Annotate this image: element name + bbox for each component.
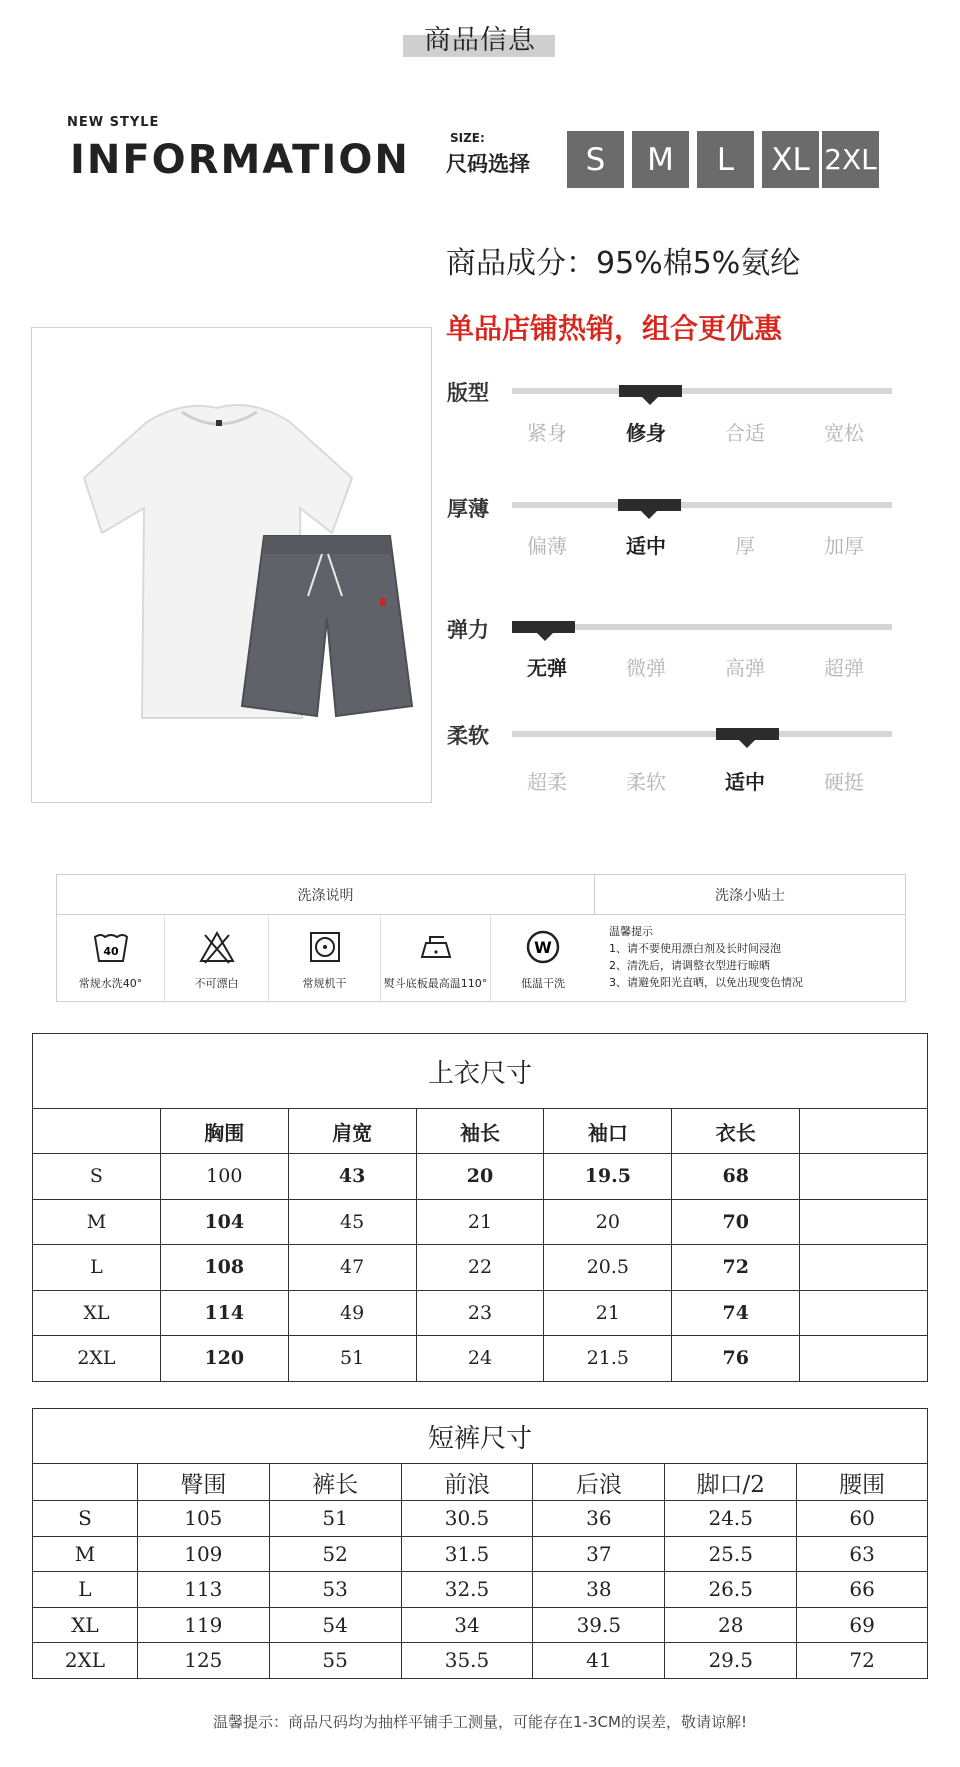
top-table-header-cell: 袖长 [416,1109,544,1154]
attr-opt-thickness-0: 偏薄 [527,534,567,558]
table-cell: 76 [672,1336,800,1382]
top-table-header-blank [800,1109,928,1154]
attr-marker-elasticity [512,621,575,633]
size-option-l[interactable]: L [697,131,754,188]
size-option-2xl[interactable]: 2XL [822,131,879,188]
table-cell: 55 [269,1643,401,1679]
new-style-label: NEW STYLE [67,115,160,130]
top-table-header-blank [33,1109,161,1154]
top-table-header [33,1109,928,1154]
table-cell: 74 [672,1290,800,1336]
table-cell: 43 [288,1154,416,1200]
table-cell: 2XL [33,1643,138,1679]
table-cell: 104 [160,1199,288,1245]
table-row [33,1536,928,1572]
wash-label-3: 熨斗底板最高温110° [383,977,488,990]
table-cell: 69 [797,1607,928,1643]
top-table-header-cell: 肩宽 [288,1109,416,1154]
iron-icon [416,927,456,967]
table-cell: 109 [137,1536,269,1572]
size-option-s[interactable]: S [567,131,624,188]
table-cell: 72 [797,1643,928,1679]
table-cell: 119 [137,1607,269,1643]
wash-tips [609,923,803,991]
table-row [33,1607,928,1643]
wash-label-4: 低温干洗 [521,977,565,990]
attr-opt-elasticity-1: 微弹 [626,656,666,680]
shorts-table-header [33,1464,928,1501]
table-cell: 36 [533,1501,665,1537]
attr-opt-fit-1: 修身 [626,421,666,445]
table-cell: 47 [288,1245,416,1291]
table-cell: 100 [160,1154,288,1200]
wash-label-0: 常规水洗40° [78,977,143,990]
table-cell: 54 [269,1607,401,1643]
attr-opt-fit-2: 合适 [725,421,765,445]
attr-notch-fit [642,397,658,405]
table-cell: 2XL [33,1336,161,1382]
table-cell: 32.5 [401,1572,533,1608]
top-table-header-cell: 衣长 [672,1109,800,1154]
table-cell: 41 [533,1643,665,1679]
page-title: 商品信息 [424,25,536,56]
table-cell: 45 [288,1199,416,1245]
attr-opt-elasticity-3: 超弹 [824,656,864,680]
table-cell: 66 [797,1572,928,1608]
table-cell: 31.5 [401,1536,533,1572]
table-cell: 29.5 [665,1643,797,1679]
shorts-table-header-cell: 裤长 [269,1464,401,1501]
attr-notch-softness [739,740,755,748]
shorts-table-header-cell: 腰围 [797,1464,928,1501]
attr-opt-fit-0: 紧身 [527,421,567,445]
information-heading: INFORMATION [70,137,410,183]
attr-bar-thickness [512,502,892,508]
top-table-header-cell: 胸围 [160,1109,288,1154]
table-row [33,1245,928,1291]
table-cell: 30.5 [401,1501,533,1537]
wash-title-right: 洗涤小贴士 [595,875,905,915]
table-cell: 21 [544,1290,672,1336]
table-cell: 51 [288,1336,416,1382]
shorts-table-header-cell: 脚口/2 [665,1464,797,1501]
table-cell: 38 [533,1572,665,1608]
table-cell: 125 [137,1643,269,1679]
attr-marker-fit [619,385,682,397]
table-cell: 24 [416,1336,544,1382]
table-cell: 60 [797,1501,928,1537]
tumble-dry-icon [305,927,345,967]
table-cell: S [33,1501,138,1537]
table-cell: 28 [665,1607,797,1643]
attr-marker-softness [716,728,779,740]
table-row [33,1290,928,1336]
table-cell: 68 [672,1154,800,1200]
table-cell: 20.5 [544,1245,672,1291]
shorts-size-table [32,1408,928,1679]
table-cell: XL [33,1607,138,1643]
size-label-en: SIZE: [450,131,485,145]
attr-opt-thickness-3: 加厚 [824,534,864,558]
svg-text:W: W [534,938,552,957]
table-cell: 108 [160,1245,288,1291]
promo-text: 单品店铺热销，组合更优惠 [446,312,783,345]
wash-tip-1: 2、清洗后，请调整衣型进行晾晒 [609,959,770,972]
table-row [33,1336,928,1382]
attr-opt-fit-3: 宽松 [824,421,864,445]
attr-label-thickness: 厚薄 [447,497,489,521]
table-cell: 63 [797,1536,928,1572]
size-option-m[interactable]: M [632,131,689,188]
table-row [33,1572,928,1608]
product-image [31,327,432,803]
table-cell: M [33,1199,161,1245]
shorts-table-header-cell: 前浪 [401,1464,533,1501]
shorts-table-title: 短裤尺寸 [33,1409,928,1464]
wash-item-iron [381,915,491,1003]
attr-opt-elasticity-2: 高弹 [725,656,765,680]
attr-marker-thickness [618,499,681,511]
footer-note: 温馨提示：商品尺码均为抽样平铺手工测量，可能存在1-3CM的误差，敬请谅解! [213,1713,747,1731]
top-size-table [32,1033,928,1382]
table-cell: 105 [137,1501,269,1537]
wash-temp: 40 [102,945,119,958]
size-label-cn: 尺码选择 [446,152,530,176]
table-cell: L [33,1245,161,1291]
table-cell-blank [800,1154,928,1200]
wash-item-tumble-dry [269,915,381,1003]
table-row [33,1643,928,1679]
table-cell: 39.5 [533,1607,665,1643]
table-cell: L [33,1572,138,1608]
table-cell: 23 [416,1290,544,1336]
shorts-table-header-cell: 后浪 [533,1464,665,1501]
table-cell: 24.5 [665,1501,797,1537]
table-cell-blank [800,1199,928,1245]
wash-item-no-bleach [165,915,269,1003]
shorts-table-header-cell: 臀围 [137,1464,269,1501]
composition-text: 商品成分：95%棉5%氨纶 [446,246,801,281]
table-cell: 20 [416,1154,544,1200]
table-cell: 26.5 [665,1572,797,1608]
table-cell: 120 [160,1336,288,1382]
table-cell-blank [800,1245,928,1291]
attr-bar-fit [512,388,892,394]
size-option-xl[interactable]: XL [762,131,819,188]
attr-opt-softness-2: 适中 [725,770,765,794]
wash-tip-0: 1、请不要使用漂白剂及长时间浸泡 [609,942,781,955]
table-cell-blank [800,1290,928,1336]
table-row [33,1199,928,1245]
attr-notch-thickness [641,511,657,519]
attr-label-softness: 柔软 [447,724,489,748]
attr-label-elasticity: 弹力 [447,618,489,642]
table-cell: 35.5 [401,1643,533,1679]
dry-clean-icon [523,927,563,967]
table-cell: 72 [672,1245,800,1291]
table-cell: M [33,1536,138,1572]
wash-label-1: 不可漂白 [194,977,239,990]
wash-item-dry-clean [491,915,595,1003]
attr-label-fit: 版型 [447,381,489,405]
table-cell: 21.5 [544,1336,672,1382]
wash-title-left: 洗涤说明 [57,875,595,915]
wash-item-normal [57,915,165,1003]
attr-opt-elasticity-0: 无弹 [527,656,567,680]
table-row [33,1154,928,1200]
table-cell: 21 [416,1199,544,1245]
table-cell-blank [800,1336,928,1382]
table-cell: 37 [533,1536,665,1572]
wash-tub-icon [91,927,131,967]
table-cell: 114 [160,1290,288,1336]
attr-opt-softness-3: 硬挺 [824,770,864,794]
attr-opt-thickness-2: 厚 [735,534,755,558]
table-cell: 113 [137,1572,269,1608]
table-cell: S [33,1154,161,1200]
table-cell: 19.5 [544,1154,672,1200]
wash-label-2: 常规机干 [302,977,347,990]
table-cell: 49 [288,1290,416,1336]
table-cell: 34 [401,1607,533,1643]
no-bleach-icon [197,927,237,967]
table-cell: 70 [672,1199,800,1245]
attr-opt-thickness-1: 适中 [626,534,666,558]
attr-bar-softness [512,731,892,737]
wash-tip-2: 3、请避免阳光直晒，以免出现变色情况 [609,976,803,989]
top-table-header-cell: 袖口 [544,1109,672,1154]
table-cell: 51 [269,1501,401,1537]
attr-opt-softness-1: 柔软 [626,770,666,794]
table-row [33,1501,928,1537]
top-table-title: 上衣尺寸 [33,1034,928,1109]
table-cell: 25.5 [665,1536,797,1572]
table-cell: 22 [416,1245,544,1291]
table-cell: 52 [269,1536,401,1572]
table-cell: XL [33,1290,161,1336]
shorts-table-header-blank [33,1464,138,1501]
table-cell: 20 [544,1199,672,1245]
attr-notch-elasticity [537,633,553,641]
table-cell: 53 [269,1572,401,1608]
attr-bar-elasticity [512,624,892,630]
attr-opt-softness-0: 超柔 [527,770,567,794]
wash-panel [56,874,906,1002]
wash-tips-title: 温馨提示 [609,925,653,938]
